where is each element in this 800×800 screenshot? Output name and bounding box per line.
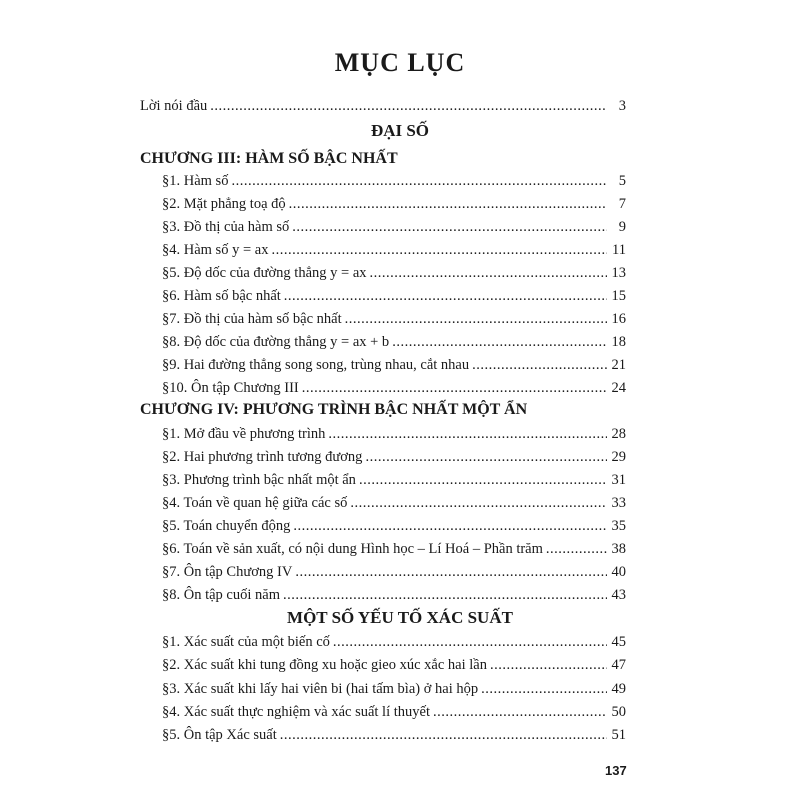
leader-dots xyxy=(472,355,607,375)
toc-entry xyxy=(162,493,626,513)
leader-dots xyxy=(333,632,607,652)
leader-dots xyxy=(231,171,607,191)
toc-entry-page: 51 xyxy=(611,727,626,743)
toc-entry xyxy=(162,309,626,329)
toc-entry xyxy=(162,424,626,444)
leader-dots xyxy=(392,332,607,352)
toc-entry-page: 21 xyxy=(611,357,626,373)
toc-entry-label: §1. Hàm số xyxy=(162,173,229,189)
toc-entry xyxy=(162,378,626,398)
page-number: 137 xyxy=(605,763,627,778)
leader-dots xyxy=(271,240,607,260)
toc-entry xyxy=(162,171,626,191)
leader-dots xyxy=(280,725,607,745)
leader-dots xyxy=(283,585,607,605)
toc-entry-page: 3 xyxy=(618,98,626,114)
leader-dots xyxy=(289,194,607,214)
toc-entry xyxy=(162,217,626,237)
toc-title: MỤC LỤC xyxy=(334,48,466,77)
toc-entry-label: §4. Hàm số y = ax xyxy=(162,242,269,258)
leader-dots xyxy=(433,702,607,722)
toc-entry-page: 35 xyxy=(611,518,626,534)
leader-dots xyxy=(370,263,607,283)
part-heading-probability: MỘT SỐ YẾU TỐ XÁC SUẤT xyxy=(287,608,513,627)
toc-entry-label: §2. Xác suất khi tung đồng xu hoặc gieo xúc xắc hai lần xyxy=(162,657,487,673)
leader-dots xyxy=(481,679,607,699)
toc-entry-label: §6. Toán về sản xuất, có nội dung Hình học – Lí Hoá – Phần trăm xyxy=(162,541,543,557)
toc-entry-label: §5. Ôn tập Xác suất xyxy=(162,727,277,743)
toc-entry-page: 7 xyxy=(618,196,626,212)
toc-entry-label: §3. Đồ thị của hàm số xyxy=(162,219,290,235)
leader-dots xyxy=(210,96,607,116)
leader-dots xyxy=(365,447,607,467)
leader-dots xyxy=(345,309,607,329)
leader-dots xyxy=(302,378,607,398)
leader-dots xyxy=(546,539,607,559)
toc-entry-page: 31 xyxy=(611,472,626,488)
toc-entry-page: 5 xyxy=(618,173,626,189)
toc-entry-label: §7. Ôn tập Chương IV xyxy=(162,564,293,580)
toc-entry-page: 11 xyxy=(612,242,626,258)
leader-dots xyxy=(293,516,607,536)
toc-entry xyxy=(162,725,626,745)
toc-entry-label: §5. Toán chuyển động xyxy=(162,518,291,534)
leader-dots xyxy=(490,655,607,675)
toc-entry-page: 49 xyxy=(611,681,626,697)
toc-entry xyxy=(162,585,626,605)
leader-dots xyxy=(284,286,607,306)
toc-entry-page: 18 xyxy=(611,334,626,350)
toc-entry xyxy=(162,655,626,675)
leader-dots xyxy=(292,217,607,237)
leader-dots xyxy=(295,562,607,582)
toc-entry xyxy=(162,447,626,467)
toc-entry-label: §2. Mặt phẳng toạ độ xyxy=(162,196,286,212)
toc-entry-page: 40 xyxy=(611,564,626,580)
toc-entry-page: 16 xyxy=(611,311,626,327)
chapter-heading-4: CHƯƠNG IV: PHƯƠNG TRÌNH BẬC NHẤT MỘT ẨN xyxy=(140,401,528,418)
toc-entry-label: Lời nói đầu xyxy=(140,98,208,114)
toc-entry-page: 43 xyxy=(611,587,626,603)
toc-entry xyxy=(162,286,626,306)
toc-entry-label: §10. Ôn tập Chương III xyxy=(162,380,299,396)
toc-entry-label: §8. Ôn tập cuối năm xyxy=(162,587,280,603)
toc-entry-label: §7. Đồ thị của hàm số bậc nhất xyxy=(162,311,342,327)
toc-entry xyxy=(162,470,626,490)
toc-entry-page: 45 xyxy=(611,634,626,650)
toc-entry-page: 9 xyxy=(618,219,626,235)
toc-entry xyxy=(162,562,626,582)
toc-entry-page: 47 xyxy=(611,657,626,673)
toc-entry-page: 13 xyxy=(611,265,626,281)
toc-entry xyxy=(162,263,626,283)
toc-entry-label: §6. Hàm số bậc nhất xyxy=(162,288,281,304)
toc-entry-label: §3. Phương trình bậc nhất một ẩn xyxy=(162,472,356,488)
toc-entry xyxy=(162,516,626,536)
toc-entry xyxy=(162,240,626,260)
toc-entry-page: 28 xyxy=(611,426,626,442)
toc-entry-label: §2. Hai phương trình tương đương xyxy=(162,449,363,465)
toc-entry xyxy=(162,355,626,375)
toc-entry-label: §4. Toán về quan hệ giữa các số xyxy=(162,495,348,511)
toc-entry-label: §1. Mở đầu về phương trình xyxy=(162,426,326,442)
toc-entry xyxy=(162,332,626,352)
toc-entry-label: §5. Độ dốc của đường thẳng y = ax xyxy=(162,265,367,281)
toc-entry xyxy=(162,539,626,559)
toc-entry-label: §8. Độ dốc của đường thẳng y = ax + b xyxy=(162,334,390,350)
toc-entry-page: 38 xyxy=(611,541,626,557)
leader-dots xyxy=(359,470,607,490)
toc-entry-preface xyxy=(140,96,626,116)
toc-entry-label: §9. Hai đường thẳng song song, trùng nhau, cắt nhau xyxy=(162,357,470,373)
toc-entry-page: 50 xyxy=(611,704,626,720)
leader-dots xyxy=(350,493,607,513)
toc-entry-page: 24 xyxy=(611,380,626,396)
toc-entry xyxy=(162,702,626,722)
toc-entry-page: 33 xyxy=(611,495,626,511)
chapter-heading-3: CHƯƠNG III: HÀM SỐ BẬC NHẤT xyxy=(140,150,398,167)
toc-entry-label: §4. Xác suất thực nghiệm và xác suất lí thuyết xyxy=(162,704,430,720)
toc-entry xyxy=(162,679,626,699)
leader-dots xyxy=(328,424,607,444)
toc-entry xyxy=(162,632,626,652)
toc-entry xyxy=(162,194,626,214)
part-heading-algebra: ĐẠI SỐ xyxy=(370,121,430,140)
toc-entry-label: §3. Xác suất khi lấy hai viên bi (hai tấm bìa) ở hai hộp xyxy=(162,681,479,697)
toc-entry-page: 15 xyxy=(611,288,626,304)
toc-entry-label: §1. Xác suất của một biến cố xyxy=(162,634,330,650)
toc-entry-page: 29 xyxy=(611,449,626,465)
